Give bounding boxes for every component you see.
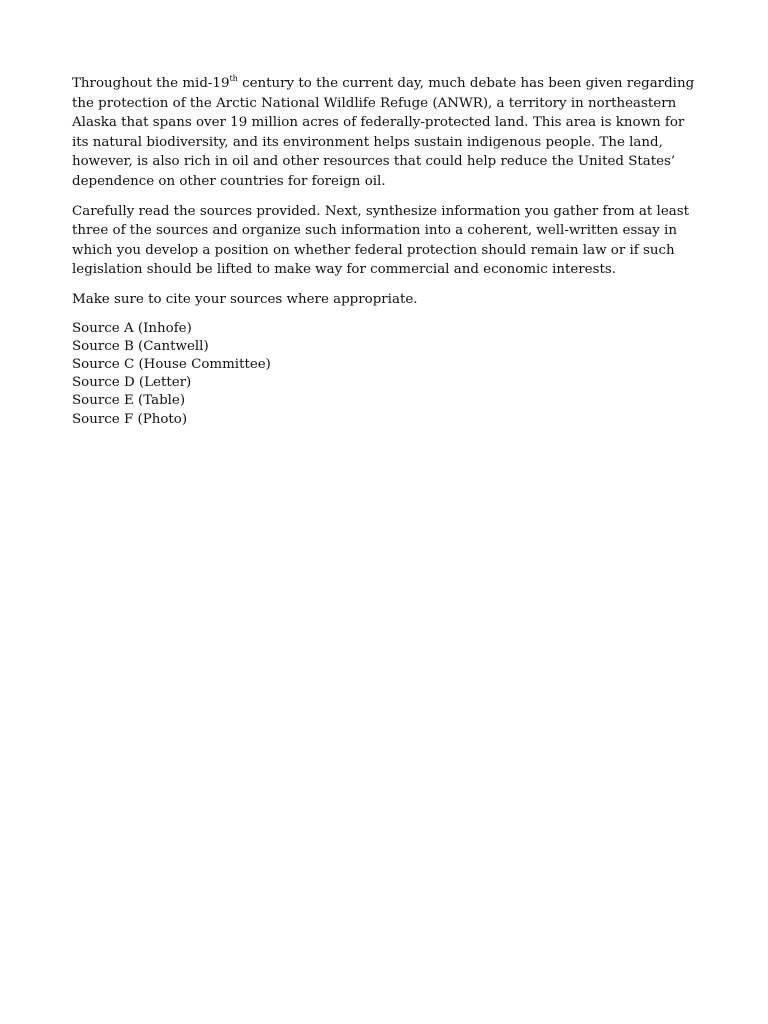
source-list bbox=[72, 320, 698, 429]
intro-paragraph-start: Throughout the mid-19 bbox=[72, 76, 230, 91]
source-list-item: Source E (Table) bbox=[72, 393, 186, 409]
intro-paragraph-rest: century to the current day, much debate has been given regarding the protection of the Arctic National Wildlife Refuge (ANWR), a territory in northeastern Alaska that spans over 19 million acres of federally-protected land. This area is known for its natural biodiversity, and its environment helps sustain indigenous people. The land, however, is also rich in oil and other resources that could help reduce the United States’ dependence on other countries for foreign oil. bbox=[72, 76, 695, 189]
instructions-paragraph: Carefully read the sources provided. Next, synthesize information you gather from at least three of the sources and organize such information into a coherent, well-written essay in which you develop a position on whether federal protection should remain law or if such legislation should be lifted to make way for commercial and economic interests. bbox=[72, 203, 689, 278]
source-list-item: Source A (Inhofe) bbox=[72, 320, 192, 336]
intro-paragraph bbox=[72, 74, 698, 192]
citation-paragraph: Make sure to cite your sources where appropriate. bbox=[72, 291, 418, 307]
source-list-item: Source C (House Committee) bbox=[72, 356, 271, 372]
ordinal-superscript: th bbox=[229, 74, 238, 83]
document-body bbox=[72, 74, 698, 429]
source-list-item: Source D (Letter) bbox=[72, 375, 192, 391]
source-list-item: Source B (Cantwell) bbox=[72, 338, 209, 354]
source-list-item: Source F (Photo) bbox=[72, 411, 188, 427]
